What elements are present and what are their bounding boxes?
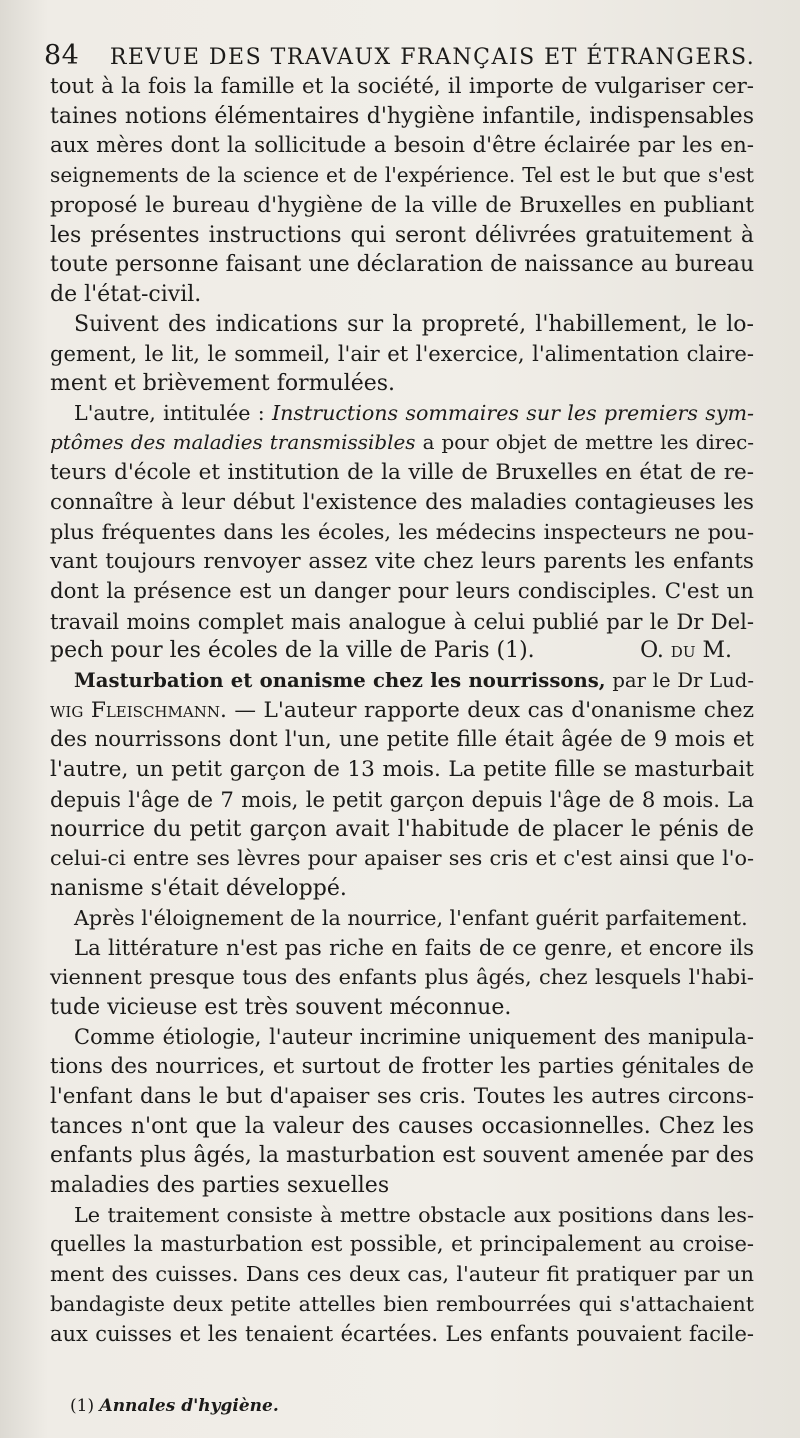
author-signature: O. du M. [640, 638, 732, 664]
text-line: connaître à leur début l'existence des maladies contagieuses les [50, 489, 754, 515]
footnote-text: Annales d'hygiène. [99, 1396, 279, 1416]
text-line: tances n'ont que la valeur des causes occasionnelles. Chez les [50, 1113, 754, 1139]
text-segment: a pour objet de mettre les direc- [422, 431, 754, 455]
text-line: bandagiste deux petite attelles bien rembourrées qui s'attachaient [50, 1291, 754, 1316]
text-line: viennent presque tous des enfants plus âgés, chez lesquels l'habi- [50, 965, 754, 990]
text-line: Suivent des indications sur la propreté, l'habillement, le lo- [74, 311, 754, 337]
text-line: La littérature n'est pas riche en faits de ce genre, et encore ils [74, 935, 754, 961]
text-line: teurs d'école et institution de la ville de Bruxelles en état de re- [50, 460, 754, 486]
text-line: Après l'éloignement de la nourrice, l'enfant guérit parfaitement. [74, 905, 748, 930]
article-title: Masturbation et onanisme chez les nourrissons, [74, 669, 606, 693]
text-line: des nourrissons dont l'un, une petite fille était âgée de 9 mois et [50, 727, 754, 753]
text-line: plus fréquentes dans les écoles, les médecins inspecteurs ne pou- [50, 519, 754, 544]
text-line: nourrice du petit garçon avait l'habitude de placer le pénis de [50, 816, 754, 842]
text-segment: L'autre, intitulée : [74, 400, 265, 425]
text-line: proposé le bureau d'hygiène de la ville de Bruxelles en publiant [50, 192, 754, 218]
italic-title-segment: ptômes des maladies transmissibles [50, 431, 416, 455]
text-line: vant toujours renvoyer assez vite chez leurs parents les enfants [50, 549, 754, 575]
text-line: quelles la masturbation est possible, et principalement au croise- [50, 1232, 754, 1257]
text-line: tout à la fois la famille et la société, il importe de vulgariser cer- [50, 74, 754, 99]
text-line [50, 428, 754, 458]
text-line: Comme étiologie, l'auteur incrimine uniquement des manipula- [74, 1024, 754, 1049]
text-line: de l'état-civil. [50, 281, 202, 307]
text-segment: — L'auteur rapporte deux cas d'onanisme chez [234, 697, 754, 723]
text-line: maladies des parties sexuelles [50, 1173, 390, 1199]
text-line: taines notions élémentaires d'hygiène infantile, indispensables [50, 103, 754, 129]
author-name: wig Fleischmann. [50, 697, 227, 723]
text-line: l'enfant dans le but d'apaiser ses cris. Toutes les autres circons- [50, 1083, 754, 1109]
page-number: 84 [44, 40, 80, 71]
text-line: ment et brièvement formulées. [50, 371, 396, 397]
text-line: Le traitement consiste à mettre obstacle aux positions dans les- [74, 1202, 754, 1227]
text-segment: pech pour les écoles de la ville de Paris (1). [50, 638, 535, 664]
italic-title-segment: Instructions sommaires sur les premiers sym- [271, 400, 754, 425]
text-line: travail moins complet mais analogue à celui publié par le Dr Del- [50, 608, 754, 634]
text-line [50, 399, 754, 429]
page-header [44, 40, 764, 71]
text-line: nanisme s'était développé. [50, 875, 347, 901]
text-line [50, 636, 754, 666]
text-line: l'autre, un petit garçon de 13 mois. La petite fille se masturbait [50, 757, 754, 783]
footnote [70, 1396, 279, 1416]
body-text [50, 72, 754, 1349]
text-line: aux cuisses et les tenaient écartées. Les enfants pouvaient facile- [50, 1321, 754, 1346]
text-line: gement, le lit, le sommeil, l'air et l'exercice, l'alimentation claire- [50, 341, 754, 367]
text-line: aux mères dont la sollicitude a besoin d'être éclairée par les en- [50, 133, 754, 159]
text-line: toute personne faisant une déclaration de naissance au bureau [50, 252, 755, 278]
text-line: tude vicieuse est très souvent méconnue. [50, 994, 512, 1020]
article-heading-line [50, 666, 754, 696]
text-line: dont la présence est un danger pour leurs condisciples. C'est un [50, 578, 754, 604]
footnote-marker: (1) [70, 1396, 95, 1416]
text-line: les présentes instructions qui seront délivrées gratuitement à [50, 222, 754, 248]
text-line [50, 696, 754, 726]
text-line: tions des nourrices, et surtout de frotter les parties génitales de [50, 1054, 754, 1080]
text-line: depuis l'âge de 7 mois, le petit garçon depuis l'âge de 8 mois. La [50, 786, 754, 812]
text-line: celui-ci entre ses lèvres pour apaiser ses cris et c'est ainsi que l'o- [50, 846, 754, 871]
text-line: enfants plus âgés, la masturbation est souvent amenée par des [50, 1143, 754, 1169]
text-line: ment des cuisses. Dans ces deux cas, l'auteur fit pratiquer par un [50, 1262, 754, 1287]
text-segment: par le Dr Lud- [612, 669, 754, 693]
running-title: REVUE DES TRAVAUX FRANÇAIS ET ÉTRANGERS. [109, 45, 756, 70]
text-line: seignements de la science et de l'expérience. Tel est le but que s'est [50, 163, 754, 188]
